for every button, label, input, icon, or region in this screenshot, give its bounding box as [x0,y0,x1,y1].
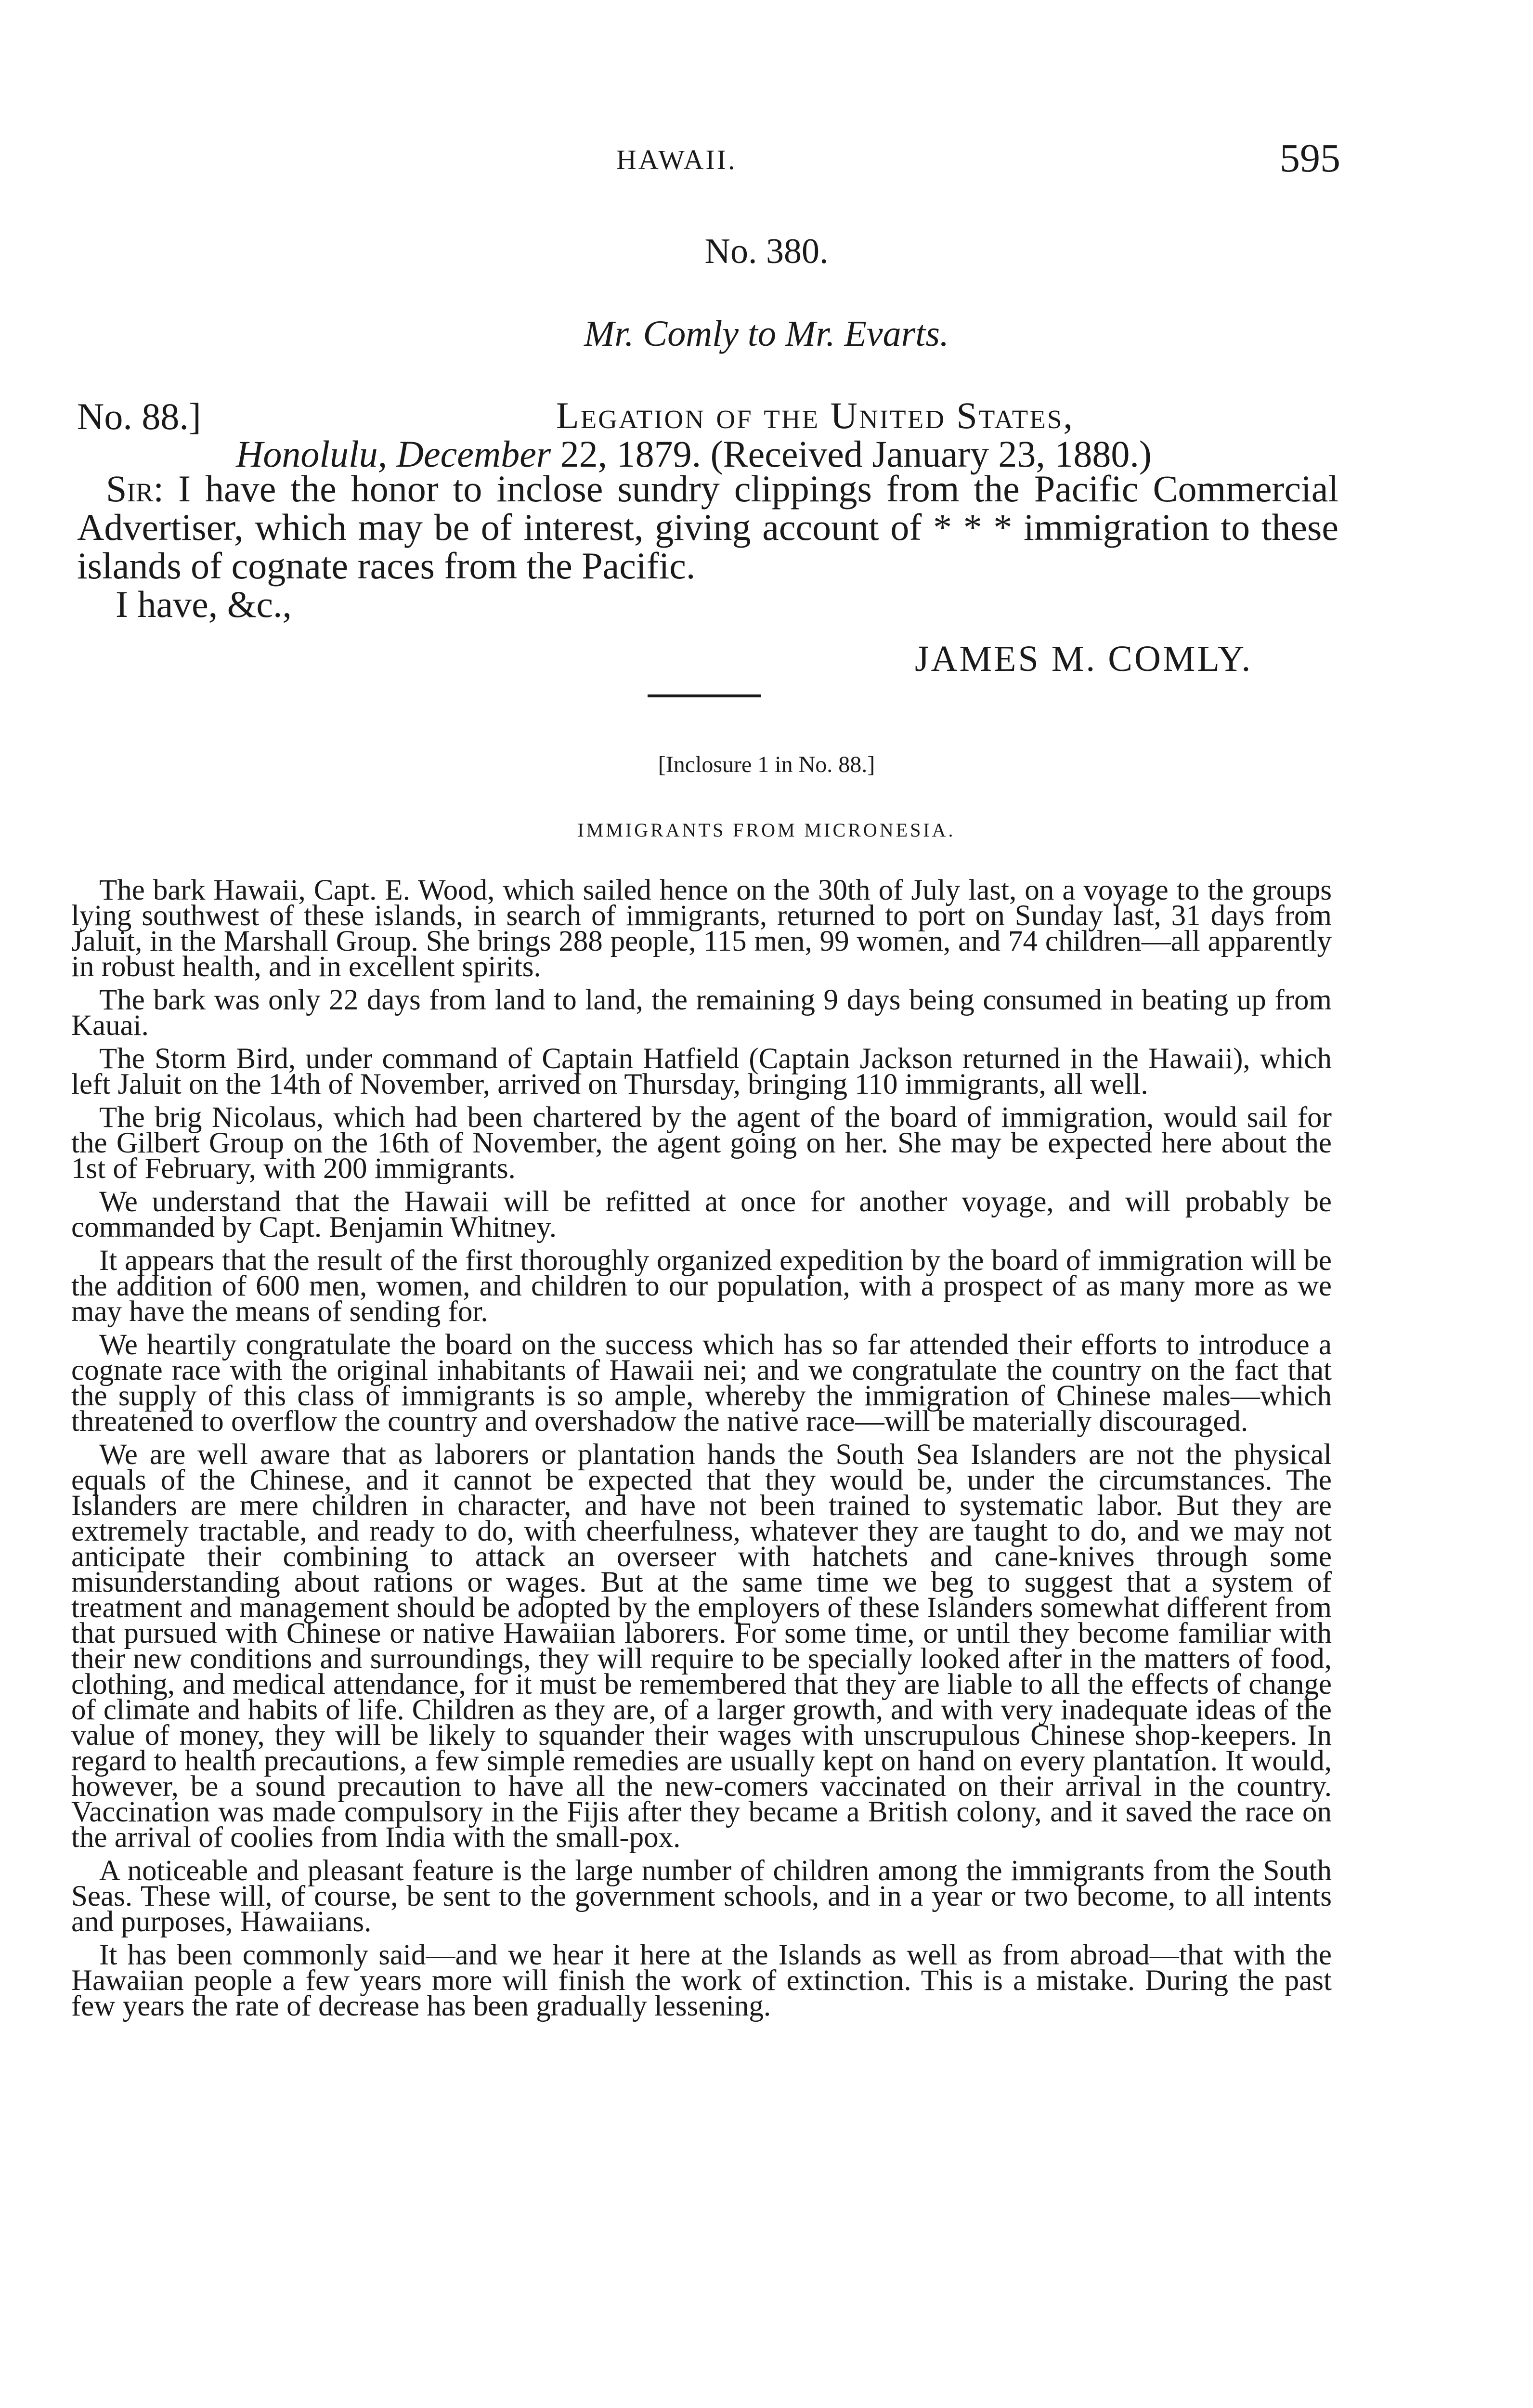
clipping-paragraph: The bark Hawaii, Capt. E. Wood, which sailed hence on the 30th of July last, on a voyage to the groups lying southwest of these islands, in search of immigrants, returned to port on Sunday last, 31 days from Jaluit, in the Marshall Group. She brings 288 people, 115 men, 99 women, and 74 children—all apparently in robust health, and in excellent spirits. [71,874,1332,983]
document-title: Mr. Comly to Mr. Evarts. [584,314,949,354]
dateline-date: 22, 1879. (Received January 23, 1880.) [551,433,1152,475]
clipping-paragraph: The Storm Bird, under command of Captain Hatfield (Captain Jackson returned in the Hawaii), which left Jaluit on the 14th of November, arrived on Thursday, bringing 110 immigrants, all well. [71,1043,1332,1100]
clipping-paragraph: The bark was only 22 days from land to land, the remaining 9 days being consumed in beating up from Kauai. [71,984,1332,1042]
clipping-paragraph: The brig Nicolaus, which had been chartered by the agent of the board of immigration, would sail for the Gilbert Group on the 16th of November, the agent going on her. She may be expected here about the 1st of February, with 200 immigrants. [71,1101,1332,1185]
signature: JAMES M. COMLY. [915,639,1253,679]
clipping-paragraph: We understand that the Hawaii will be refitted at once for another voyage, and will probably be commanded by Capt. Benjamin Whitney. [71,1186,1332,1243]
document-number: No. 380. [704,232,829,271]
salutation: Sir [106,468,154,510]
inclosure-label: [Inclosure 1 in No. 88.] [658,752,875,777]
clipping-paragraph: A noticeable and pleasant feature is the large number of children among the immigrants from the South Seas. These will, of course, be sent to the government schools, and in a year or two become, to all intents and purposes, Hawaiians. [71,1855,1332,1938]
dateline-place: Honolulu, December [236,433,551,475]
page-number: 595 [1280,136,1340,181]
dispatch-number: No. 88.] [77,395,201,437]
legation-heading: Legation of the United States, [556,394,1074,436]
letter-text: : I have the honor to inclose sundry clippings from the Pacific Commercial Advertiser, which may be of interest, giving account of [77,468,1338,548]
clipping-text [71,874,1332,2027]
clipping-paragraph: It has been commonly said—and we hear it here at the Islands as well as from abroad—that with the Hawaiian people a few years more will finish the work of extinction. This is a mistake. During the past few years the rate of decrease has been gradually lessening. [71,1939,1332,2022]
clipping-title: IMMIGRANTS FROM MICRONESIA. [577,819,956,841]
clipping-paragraph: We heartily congratulate the board on the success which has so far attended their efforts to introduce a cognate race with the original inhabitants of Hawaii nei; and we congratulate the country on the fact that the supply of this class of immigrants is so ample, whereby the immigration of Chinese males—which threatened to overflow the country and overshadow the native race—will be materially discouraged. [71,1329,1332,1438]
closing: I have, &c., [116,583,292,625]
clipping-paragraph: It appears that the result of the first thoroughly organized expedition by the board of immigration will be the addition of 600 men, women, and children to our population, with a prospect of as many more as we may have the means of sending for. [71,1244,1332,1328]
letter-body [77,470,1338,624]
letter-text-continued: * * * immigration to these islands of cognate races from the Pacific. [77,506,1338,587]
running-title: HAWAII. [616,144,737,175]
section-divider [648,694,761,697]
letter-paragraph [77,470,1338,585]
clipping-paragraph: We are well aware that as laborers or plantation hands the South Sea Islanders are not the physical equals of the Chinese, and it cannot be expected that they would be, under the circumstances. The Islanders are mere children in character, and have not been trained to systematic labor. But they are extremely tractable, and ready to do, with cheerfulness, whatever they are taught to do, and we may not anticipate their combining to attack an overseer with hatchets and cane-knives through some misunderstanding about rations or wages. But at the same time we beg to suggest that a system of treatment and management should be adopted by the employers of these Islanders somewhat different from that pursued with Chinese or native Hawaiian laborers. For some time, or until they become familiar with their new conditions and surroundings, they will require to be specially looked after in the matters of food, clothing, and medical attendance, for it must be remembered that they are liable to all the effects of change of climate and habits of life. Children as they are, of a larger growth, and with very inadequate ideas of the value of money, they will be likely to squander their wages with unscrupulous Chinese shop-keepers. In regard to health precautions, a few simple remedies are usually kept on hand on every plantation. It would, however, be a sound precaution to have all the new-comers vaccinated on their arrival in the country. Vaccination was made compulsory in the Fijis after they became a British colony, and it saved the race on the arrival of coolies from India with the small-pox. [71,1439,1332,1854]
